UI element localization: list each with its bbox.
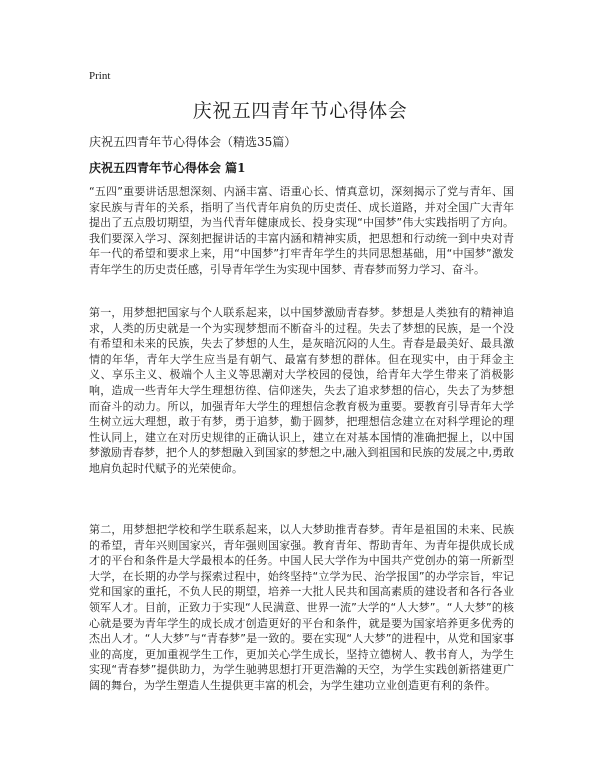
document-subtitle: 庆祝五四青年节心得体会（精选35篇） xyxy=(89,135,297,149)
paragraph-second-point: 第二，用梦想把学校和学生联系起来，以人大梦助推青春梦。青年是祖国的未来、民族的希望，青年兴则国家兴，青年强则国家强。教育青年、帮助青年、为青年提供成长成才的平台和条件是大学最根本的任务。中国人民大学作为中国共产党创办的第一所新型大学，在长期的办学与探索过程中，始终坚持“立学为民、治学报国”的办学宗旨，牢记党和国家的重托，不负人民的期望，培养一大批人民共和国高素质的建设者和各行各业领军人才。目前，正致力于实现“人民满意、世界一流”大学的“人大梦”。“人大梦”的核心就是要为青年学生的成长成才创造更好的平台和条件，就是要为国家培养更多优秀的杰出人才。“人大梦”与“青春梦”是一致的。要在实现“人大梦”的进程中，从党和国家事业的高度，更加重视学生工作，更加关心学生成长，坚持立德树人、教书育人，为学生实现“青春梦”提供助力，为学生驰骋思想打开更浩瀚的天空，为学生实践创新搭建更广阔的舞台，为学生塑造人生提供更丰富的机会，为学生建功立业创造更有利的条件。 xyxy=(89,523,514,692)
paragraph-intro: “五四”重要讲话思想深刻、内涵丰富、语重心长、情真意切，深刻揭示了党与青年、国家民族与青年的关系，指明了当代青年肩负的历史责任、成长道路，并对全国广大青年提出了五点殷切期望，为当代青年健康成长、投身实现“中国梦”伟大实践指明了方向。我们要深入学习、深刻把握讲话的丰富内涵和精神实质，把思想和行动统一到中央对青年一代的希望和要求上来，用“中国梦”打牢青年学生的共同思想基础，用“中国梦”激发青年学生的历史责任感，引导青年学生为实现中国梦、青春梦而努力学习、奋斗。 xyxy=(89,185,514,276)
paragraph-first-point: 第一，用梦想把国家与个人联系起来，以中国梦激励青春梦。梦想是人类独有的精神追求，人类的历史就是一个为实现梦想而不断奋斗的过程。失去了梦想的民族，是一个没有希望和未来的民族，失去了梦想的人生，是灰暗沉闷的人生。青春是最美好、最具激情的年华，青年大学生应当是有朝气、最富有梦想的群体。但在现实中，由于拜金主义、享乐主义、极端个人主义等思潮对大学校园的侵蚀，给青年大学生带来了消极影响，造成一些青年大学生理想彷徨、信仰迷失，失去了追求梦想的信心，失去了为梦想而奋斗的动力。所以，加强青年大学生的理想信念教育极为重要。要教育引导青年大学生树立远大理想，敢于有梦，勇于追梦，勤于圆梦，把理想信念建立在对科学理论的理性认同上，建立在对历史规律的正确认识上，建立在对基本国情的准确把握上，以中国梦激励青春梦，把个人的梦想融入到国家的梦想之中,融入到祖国和民族的发展之中,勇敢地肩负起时代赋予的光荣使命。 xyxy=(89,306,514,475)
print-link[interactable]: Print xyxy=(89,70,111,82)
section-heading: 庆祝五四青年节心得体会 篇1 xyxy=(89,161,246,175)
page-title: 庆祝五四青年节心得体会 xyxy=(192,100,408,122)
